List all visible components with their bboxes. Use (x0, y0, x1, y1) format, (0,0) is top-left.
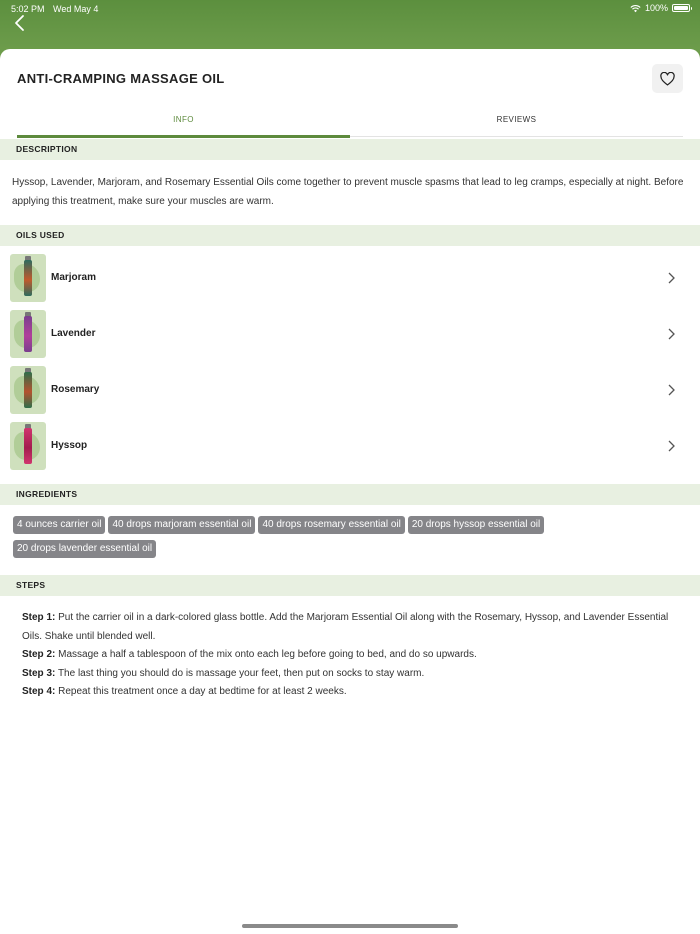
step-item (22, 683, 687, 702)
oil-image (10, 254, 46, 302)
ingredient-chip: 40 drops rosemary essential oil (258, 516, 404, 534)
title-row (0, 49, 700, 109)
ingredients-list (13, 516, 693, 564)
ingredients-header: INGREDIENTS (0, 484, 700, 505)
status-time: 5:02 PM (11, 4, 45, 14)
step-label: Step 2: (22, 649, 56, 660)
chevron-right-icon (666, 384, 676, 396)
step-text: Put the carrier oil in a dark-colored glass bottle. Add the Marjoram Essential Oil along with the Rosemary, Hyssop, and Lavender Essential Oils. Shake until blended well. (22, 612, 669, 642)
step-item (22, 609, 687, 646)
ingredient-chip: 20 drops lavender essential oil (13, 540, 156, 558)
oil-row-marjoram[interactable] (0, 250, 700, 306)
description-header: DESCRIPTION (0, 139, 700, 160)
steps-list (22, 609, 687, 702)
ingredient-chip: 20 drops hyssop essential oil (408, 516, 544, 534)
oils-used-header: OILS USED (0, 225, 700, 246)
favorite-button[interactable] (652, 64, 683, 93)
home-indicator (242, 924, 458, 928)
step-label: Step 3: (22, 667, 56, 679)
step-text: The last thing you should do is massage your feet, then put on socks to stay warm. (57, 667, 425, 679)
step-text: Repeat this treatment once a day at bedtime for at least 2 weeks. (58, 686, 347, 697)
tab-reviews[interactable]: REVIEWS (496, 115, 537, 124)
oil-name: Hyssop (51, 440, 88, 451)
description-text: Hyssop, Lavender, Marjoram, and Rosemary Essential Oils come together to prevent muscle spasms that lead to leg cramps, especially at night. Before applying this treatment, make sure your muscles are warm. (12, 177, 684, 207)
status-date: Wed May 4 (53, 4, 99, 14)
oil-image (10, 310, 46, 358)
tab-bar (17, 109, 683, 137)
step-item (22, 665, 687, 684)
chevron-left-icon[interactable] (12, 14, 30, 32)
wifi-icon (630, 4, 641, 13)
battery-percent: 100% (644, 3, 668, 13)
chevron-right-icon (666, 272, 676, 284)
step-label: Step 1: (22, 612, 56, 623)
tab-info[interactable]: INFO (17, 109, 350, 137)
oil-row-hyssop[interactable] (0, 418, 700, 474)
steps-header: STEPS (0, 575, 700, 596)
status-bar (0, 0, 700, 18)
detail-sheet (0, 49, 700, 934)
ingredient-chip: 4 ounces carrier oil (13, 516, 105, 534)
ingredient-chip: 40 drops marjoram essential oil (108, 516, 255, 534)
chevron-right-icon (666, 328, 676, 340)
heart-outline-icon (660, 72, 675, 86)
chevron-right-icon (666, 440, 676, 452)
oil-row-lavender[interactable] (0, 306, 700, 362)
step-item (22, 646, 687, 665)
oil-row-rosemary[interactable] (0, 362, 700, 418)
oil-name: Lavender (51, 328, 96, 339)
oil-name: Rosemary (51, 384, 100, 395)
oil-image (10, 422, 46, 470)
page-title: ANTI-CRAMPING MASSAGE OIL (17, 71, 225, 86)
oil-name: Marjoram (51, 272, 97, 283)
step-label: Step 4: (22, 686, 56, 697)
battery-icon (672, 4, 690, 12)
step-text: Massage a half a tablespoon of the mix onto each leg before going to bed, and do so upwards. (58, 649, 477, 660)
oil-image (10, 366, 46, 414)
